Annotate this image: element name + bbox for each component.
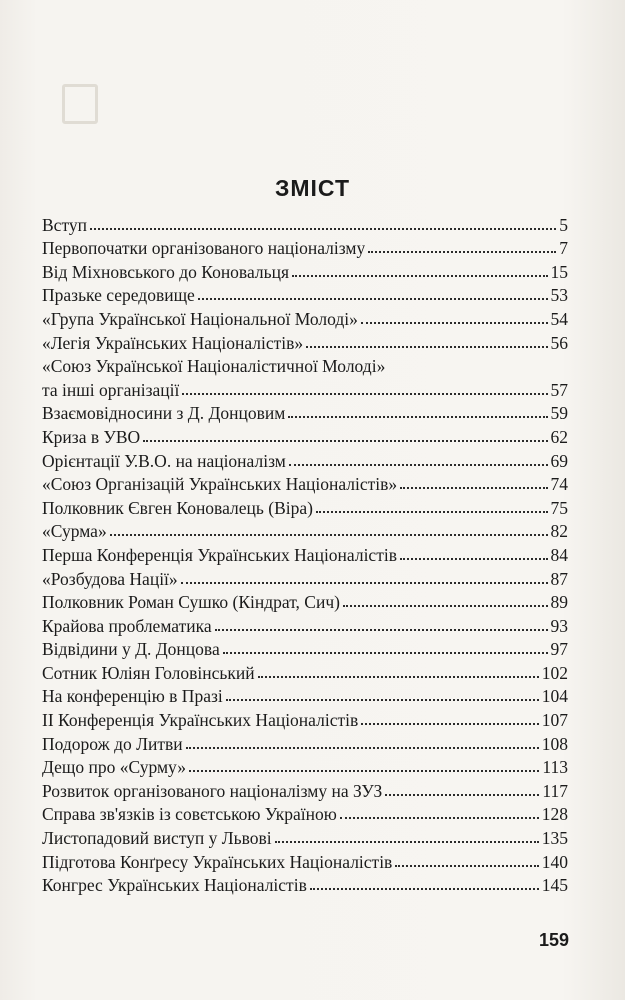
show-through-logo: [62, 84, 98, 124]
toc-entry: [42, 305, 568, 329]
dot-leader: [368, 251, 556, 253]
toc-entry: [42, 423, 568, 447]
dot-leader: [182, 393, 547, 395]
toc-entry-title: «Розбудова Нації»: [42, 568, 178, 589]
toc-entry-page: 62: [550, 426, 568, 447]
dot-leader: [189, 770, 539, 772]
toc-entry: [42, 258, 568, 282]
dot-leader: [292, 275, 547, 277]
toc-entry-title: II Конференція Українських Націоналістів: [42, 710, 359, 731]
toc-entry-page: 5: [559, 214, 568, 235]
toc-entry-title: Перша Конференція Українських Націоналістів: [42, 544, 397, 565]
dot-leader: [310, 888, 539, 890]
toc-entry: [42, 541, 568, 565]
toc-entry-page: 54: [550, 308, 568, 329]
dot-leader: [258, 676, 539, 678]
toc-entry: [42, 706, 568, 730]
dot-leader: [275, 841, 539, 843]
toc-entry-page: 140: [541, 851, 568, 872]
toc-entry-title: Криза в УВО: [42, 426, 141, 447]
dot-leader: [110, 534, 548, 536]
toc-entry-title: Справа зв'язків із совєтською Україною: [42, 804, 337, 825]
toc-entry: [42, 376, 568, 400]
toc-entry-page: 104: [541, 686, 568, 707]
toc-entry: [42, 659, 568, 683]
toc-entry: [42, 211, 568, 235]
dot-leader: [143, 440, 547, 442]
toc-entry-page: 113: [542, 757, 568, 778]
toc-entry-title: Відвідини у Д. Донцова: [42, 639, 220, 660]
dot-leader: [361, 723, 539, 725]
dot-leader: [316, 511, 548, 513]
toc-entry-title: Полковник Роман Сушко (Кіндрат, Сич): [42, 592, 340, 613]
dot-leader: [181, 582, 548, 584]
toc-entry: [42, 494, 568, 518]
toc-entry: [42, 730, 568, 754]
toc-entry: [42, 612, 568, 636]
toc-entry-page: 75: [550, 497, 568, 518]
dot-leader: [306, 346, 547, 348]
toc-entry-page: 107: [541, 710, 568, 731]
page-number: 159: [538, 930, 569, 950]
toc-entry-page: 57: [550, 379, 568, 400]
dot-leader: [186, 747, 539, 749]
dot-leader: [395, 865, 538, 867]
toc-entry: [42, 447, 568, 471]
toc-entry-page: 93: [550, 615, 568, 636]
toc-entry: [42, 872, 568, 896]
toc-entry-page: 82: [550, 521, 568, 542]
toc-entry-title: «Легія Українських Націоналістів»: [42, 332, 304, 353]
toc-entry: [42, 777, 568, 801]
toc-entry-page: 59: [550, 403, 568, 424]
table-of-contents: [42, 211, 568, 895]
toc-entry-title: Від Міхновського до Коновальця: [42, 261, 290, 282]
toc-entry: [42, 589, 568, 613]
dot-leader: [226, 699, 539, 701]
toc-entry-page: 7: [559, 238, 568, 259]
toc-entry: [42, 848, 568, 872]
toc-entry-title: Дещо про «Сурму»: [42, 757, 186, 778]
toc-entry-page: 15: [550, 261, 568, 282]
toc-entry: [42, 353, 568, 377]
toc-entry: [42, 400, 568, 424]
toc-entry-page: 74: [550, 474, 568, 495]
toc-entry-page: 102: [541, 662, 568, 683]
dot-leader: [215, 629, 548, 631]
toc-entry-title: Первопочатки організованого націоналізму: [42, 238, 366, 259]
toc-entry-title: Полковник Євген Коновалець (Віра): [42, 497, 313, 518]
toc-entry-title: На конференцію в Празі: [42, 686, 223, 707]
dot-leader: [90, 228, 556, 230]
dot-leader: [400, 558, 548, 560]
toc-entry-page: 117: [542, 780, 568, 801]
dot-leader: [361, 322, 548, 324]
toc-entry-title: Празьке середовище: [42, 285, 195, 306]
toc-entry-page: 145: [541, 875, 568, 896]
toc-entry: [42, 754, 568, 778]
toc-entry: [42, 329, 568, 353]
toc-entry-title: Сотник Юліян Головінський: [42, 662, 255, 683]
toc-entry-title: та інші організації: [42, 379, 180, 400]
dot-leader: [289, 464, 548, 466]
dot-leader: [198, 298, 548, 300]
toc-entry: [42, 801, 568, 825]
toc-entry-page: 108: [541, 733, 568, 754]
toc-entry: [42, 636, 568, 660]
toc-entry-title: «Сурма»: [42, 521, 107, 542]
toc-entry-title: «Союз Організацій Українських Націоналістів»: [42, 474, 398, 495]
toc-entry-page: 56: [550, 332, 568, 353]
toc-entry-title: Розвиток організованого націоналізму на ЗУЗ: [42, 780, 383, 801]
toc-entry-title: Листопадовий виступ у Львові: [42, 828, 272, 849]
toc-entry-page: 128: [541, 804, 568, 825]
toc-entry-title: «Союз Української Націоналістичної Молоді»: [42, 356, 386, 377]
toc-entry-page: 135: [541, 828, 568, 849]
toc-entry-page: 84: [550, 544, 568, 565]
dot-leader: [343, 605, 548, 607]
page-title: ЗМІСТ: [274, 175, 351, 201]
toc-entry-title: Орієнтації У.В.О. на націоналізм: [42, 450, 286, 471]
toc-entry: [42, 683, 568, 707]
toc-entry-page: 89: [550, 592, 568, 613]
toc-entry-title: Крайова проблематика: [42, 615, 212, 636]
dot-leader: [340, 817, 539, 819]
toc-entry: [42, 282, 568, 306]
toc-entry-page: 69: [550, 450, 568, 471]
toc-entry-title: Подорож до Литви: [42, 733, 183, 754]
toc-entry-title: Вступ: [42, 214, 87, 235]
toc-entry: [42, 518, 568, 542]
toc-entry-title: «Група Української Національної Молоді»: [42, 308, 358, 329]
toc-entry-page: 97: [550, 639, 568, 660]
dot-leader: [288, 416, 547, 418]
toc-entry-page: 53: [550, 285, 568, 306]
dot-leader: [385, 794, 539, 796]
toc-entry-page: 87: [550, 568, 568, 589]
toc-entry: [42, 471, 568, 495]
dot-leader: [400, 487, 547, 489]
toc-entry-title: Підготова Конґресу Українських Націоналістів: [42, 851, 393, 872]
toc-entry: [42, 235, 568, 259]
toc-entry-title: Взаємовідносини з Д. Донцовим: [42, 403, 286, 424]
dot-leader: [223, 652, 548, 654]
toc-entry: [42, 824, 568, 848]
toc-entry: [42, 565, 568, 589]
toc-entry-title: Конгрес Українських Націоналістів: [42, 875, 307, 896]
